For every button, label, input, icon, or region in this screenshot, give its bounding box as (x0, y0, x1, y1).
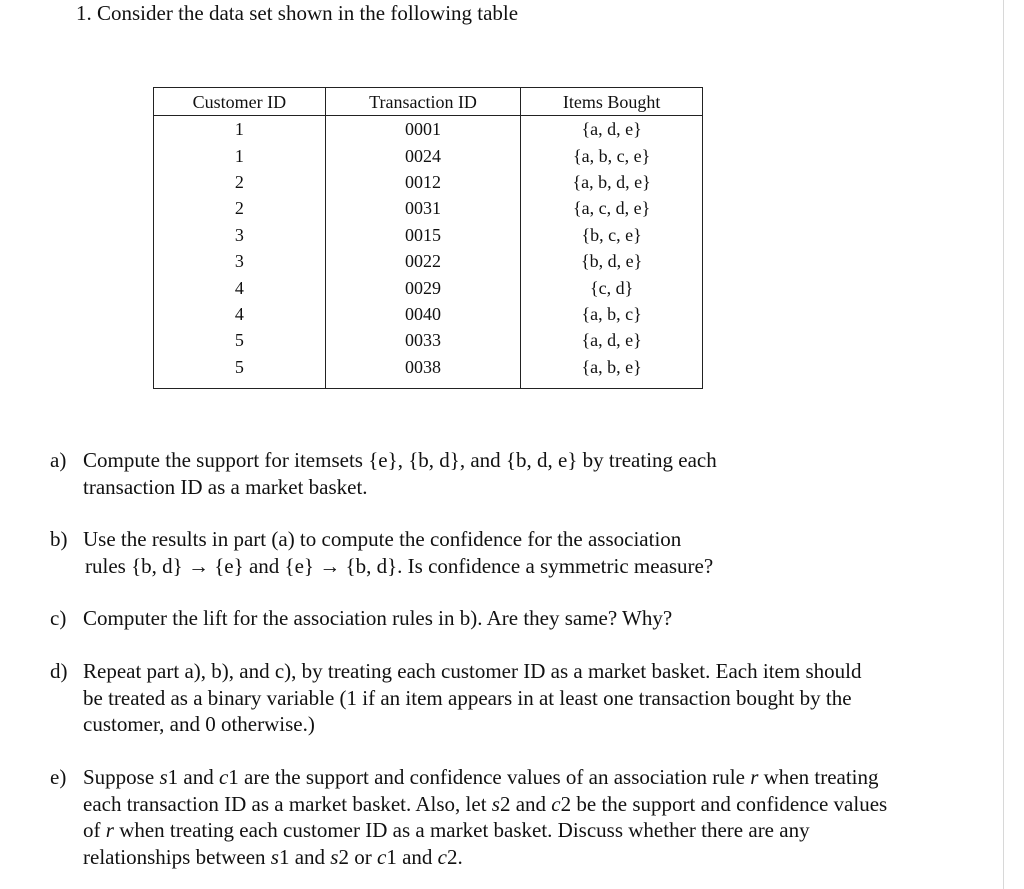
cell-customer-id: 1 (154, 116, 326, 143)
cell-transaction-id: 0031 (325, 195, 521, 221)
cell-items-bought: {a, d, e} (521, 116, 703, 143)
text-run: or (348, 844, 377, 869)
var-index: 1 (278, 844, 290, 869)
cell-customer-id: 2 (154, 169, 326, 195)
var-s: s (491, 791, 500, 816)
table-header-row (154, 88, 703, 116)
var-index: 1 (228, 765, 239, 789)
question-e (50, 764, 920, 870)
var-index: 2 (446, 844, 458, 869)
table-row (154, 222, 703, 248)
var-s: s (330, 844, 339, 869)
cell-transaction-id: 0029 (325, 274, 521, 300)
question-d-label: d) (50, 659, 68, 683)
header-transaction-id: Transaction ID (325, 88, 521, 116)
var-c: c (551, 791, 561, 816)
var-index: 2 (338, 844, 349, 869)
cell-items-bought: {a, b, c} (521, 301, 703, 327)
question-e-text (83, 764, 893, 870)
var-index: 2 (499, 791, 511, 816)
question-a-text: Compute the support for itemsets {e}, {b, d}, and {b, d, e} by treating each transaction ID as a market basket. (83, 448, 717, 499)
cell-customer-id: 4 (154, 274, 326, 300)
cell-transaction-id: 0033 (325, 327, 521, 353)
question-e-label: e) (50, 765, 67, 789)
problem-heading: 1. Consider the data set shown in the following table (76, 1, 519, 25)
text-run: and (178, 765, 219, 789)
cell-items-bought: {a, b, c, e} (521, 142, 703, 168)
header-customer-id: Customer ID (154, 88, 326, 116)
text-run: are the support and confidence values of an association rule (238, 765, 751, 789)
cell-transaction-id: 0040 (325, 301, 521, 327)
text-run: when treating each transaction ID as a market basket. Also, let (83, 765, 879, 816)
text-run: Suppose (83, 765, 160, 789)
question-d (50, 658, 920, 738)
table-row (154, 195, 703, 221)
question-c-label: c) (50, 606, 67, 630)
table-row (154, 354, 703, 389)
cell-customer-id: 5 (154, 327, 326, 353)
cell-customer-id: 3 (154, 248, 326, 274)
question-d-text: Repeat part a), b), and c), by treating each customer ID as a market basket. Each item should be treated as a binary variable (1 if an item appears in at least one transaction bought by the customer, and 0 otherwise.) (83, 659, 862, 736)
cell-transaction-id: 0038 (325, 354, 521, 389)
header-items-bought: Items Bought (521, 88, 703, 116)
cell-transaction-id: 0015 (325, 222, 521, 248)
cell-transaction-id: 0024 (325, 142, 521, 168)
table-row (154, 248, 703, 274)
var-index: 1 (167, 765, 179, 789)
text-run: . (457, 844, 463, 869)
table-row (154, 169, 703, 195)
cell-items-bought: {a, d, e} (521, 327, 703, 353)
cell-customer-id: 2 (154, 195, 326, 221)
var-c: c (218, 765, 229, 789)
var-index: 2 (560, 791, 572, 816)
cell-items-bought: {a, b, e} (521, 354, 703, 389)
scrollbar-track[interactable] (1003, 0, 1024, 889)
question-b (50, 526, 920, 579)
cell-transaction-id: 0001 (325, 116, 521, 143)
var-r: r (750, 765, 759, 789)
question-c (50, 605, 920, 632)
cell-customer-id: 5 (154, 354, 326, 389)
var-c: c (376, 844, 387, 869)
question-c-text: Computer the lift for the association rules in b). Are they same? Why? (83, 606, 673, 630)
var-index: 1 (386, 844, 397, 869)
cell-items-bought: {c, d} (521, 274, 703, 300)
question-b-label: b) (50, 527, 68, 551)
text-run: when treating each customer ID as a market basket. Discuss whether there are any relationships between (83, 818, 810, 869)
text-run: be the support and confidence values of (83, 791, 888, 842)
cell-customer-id: 3 (154, 222, 326, 248)
cell-items-bought: {b, c, e} (521, 222, 703, 248)
question-a (50, 447, 920, 500)
var-r: r (105, 818, 114, 842)
question-b-line1: Use the results in part (a) to compute the confidence for the association (83, 527, 682, 551)
cell-transaction-id: 0012 (325, 169, 521, 195)
cell-transaction-id: 0022 (325, 248, 521, 274)
transactions-table (153, 87, 703, 389)
question-b-line2: rules {b, d} → {e} and {e} → {b, d}. Is confidence a symmetric measure? (85, 553, 714, 578)
text-run: and (396, 844, 438, 869)
cell-items-bought: {b, d, e} (521, 248, 703, 274)
var-c: c (437, 844, 447, 869)
cell-items-bought: {a, c, d, e} (521, 195, 703, 221)
table-row (154, 116, 703, 143)
table-row (154, 142, 703, 168)
text-run: and (510, 791, 552, 816)
var-s: s (270, 844, 279, 869)
cell-customer-id: 1 (154, 142, 326, 168)
var-s: s (159, 765, 168, 789)
cell-items-bought: {a, b, d, e} (521, 169, 703, 195)
table-row (154, 327, 703, 353)
table-row (154, 301, 703, 327)
question-a-label: a) (50, 448, 67, 472)
table-row (154, 274, 703, 300)
cell-customer-id: 4 (154, 301, 326, 327)
text-run: and (289, 844, 331, 869)
